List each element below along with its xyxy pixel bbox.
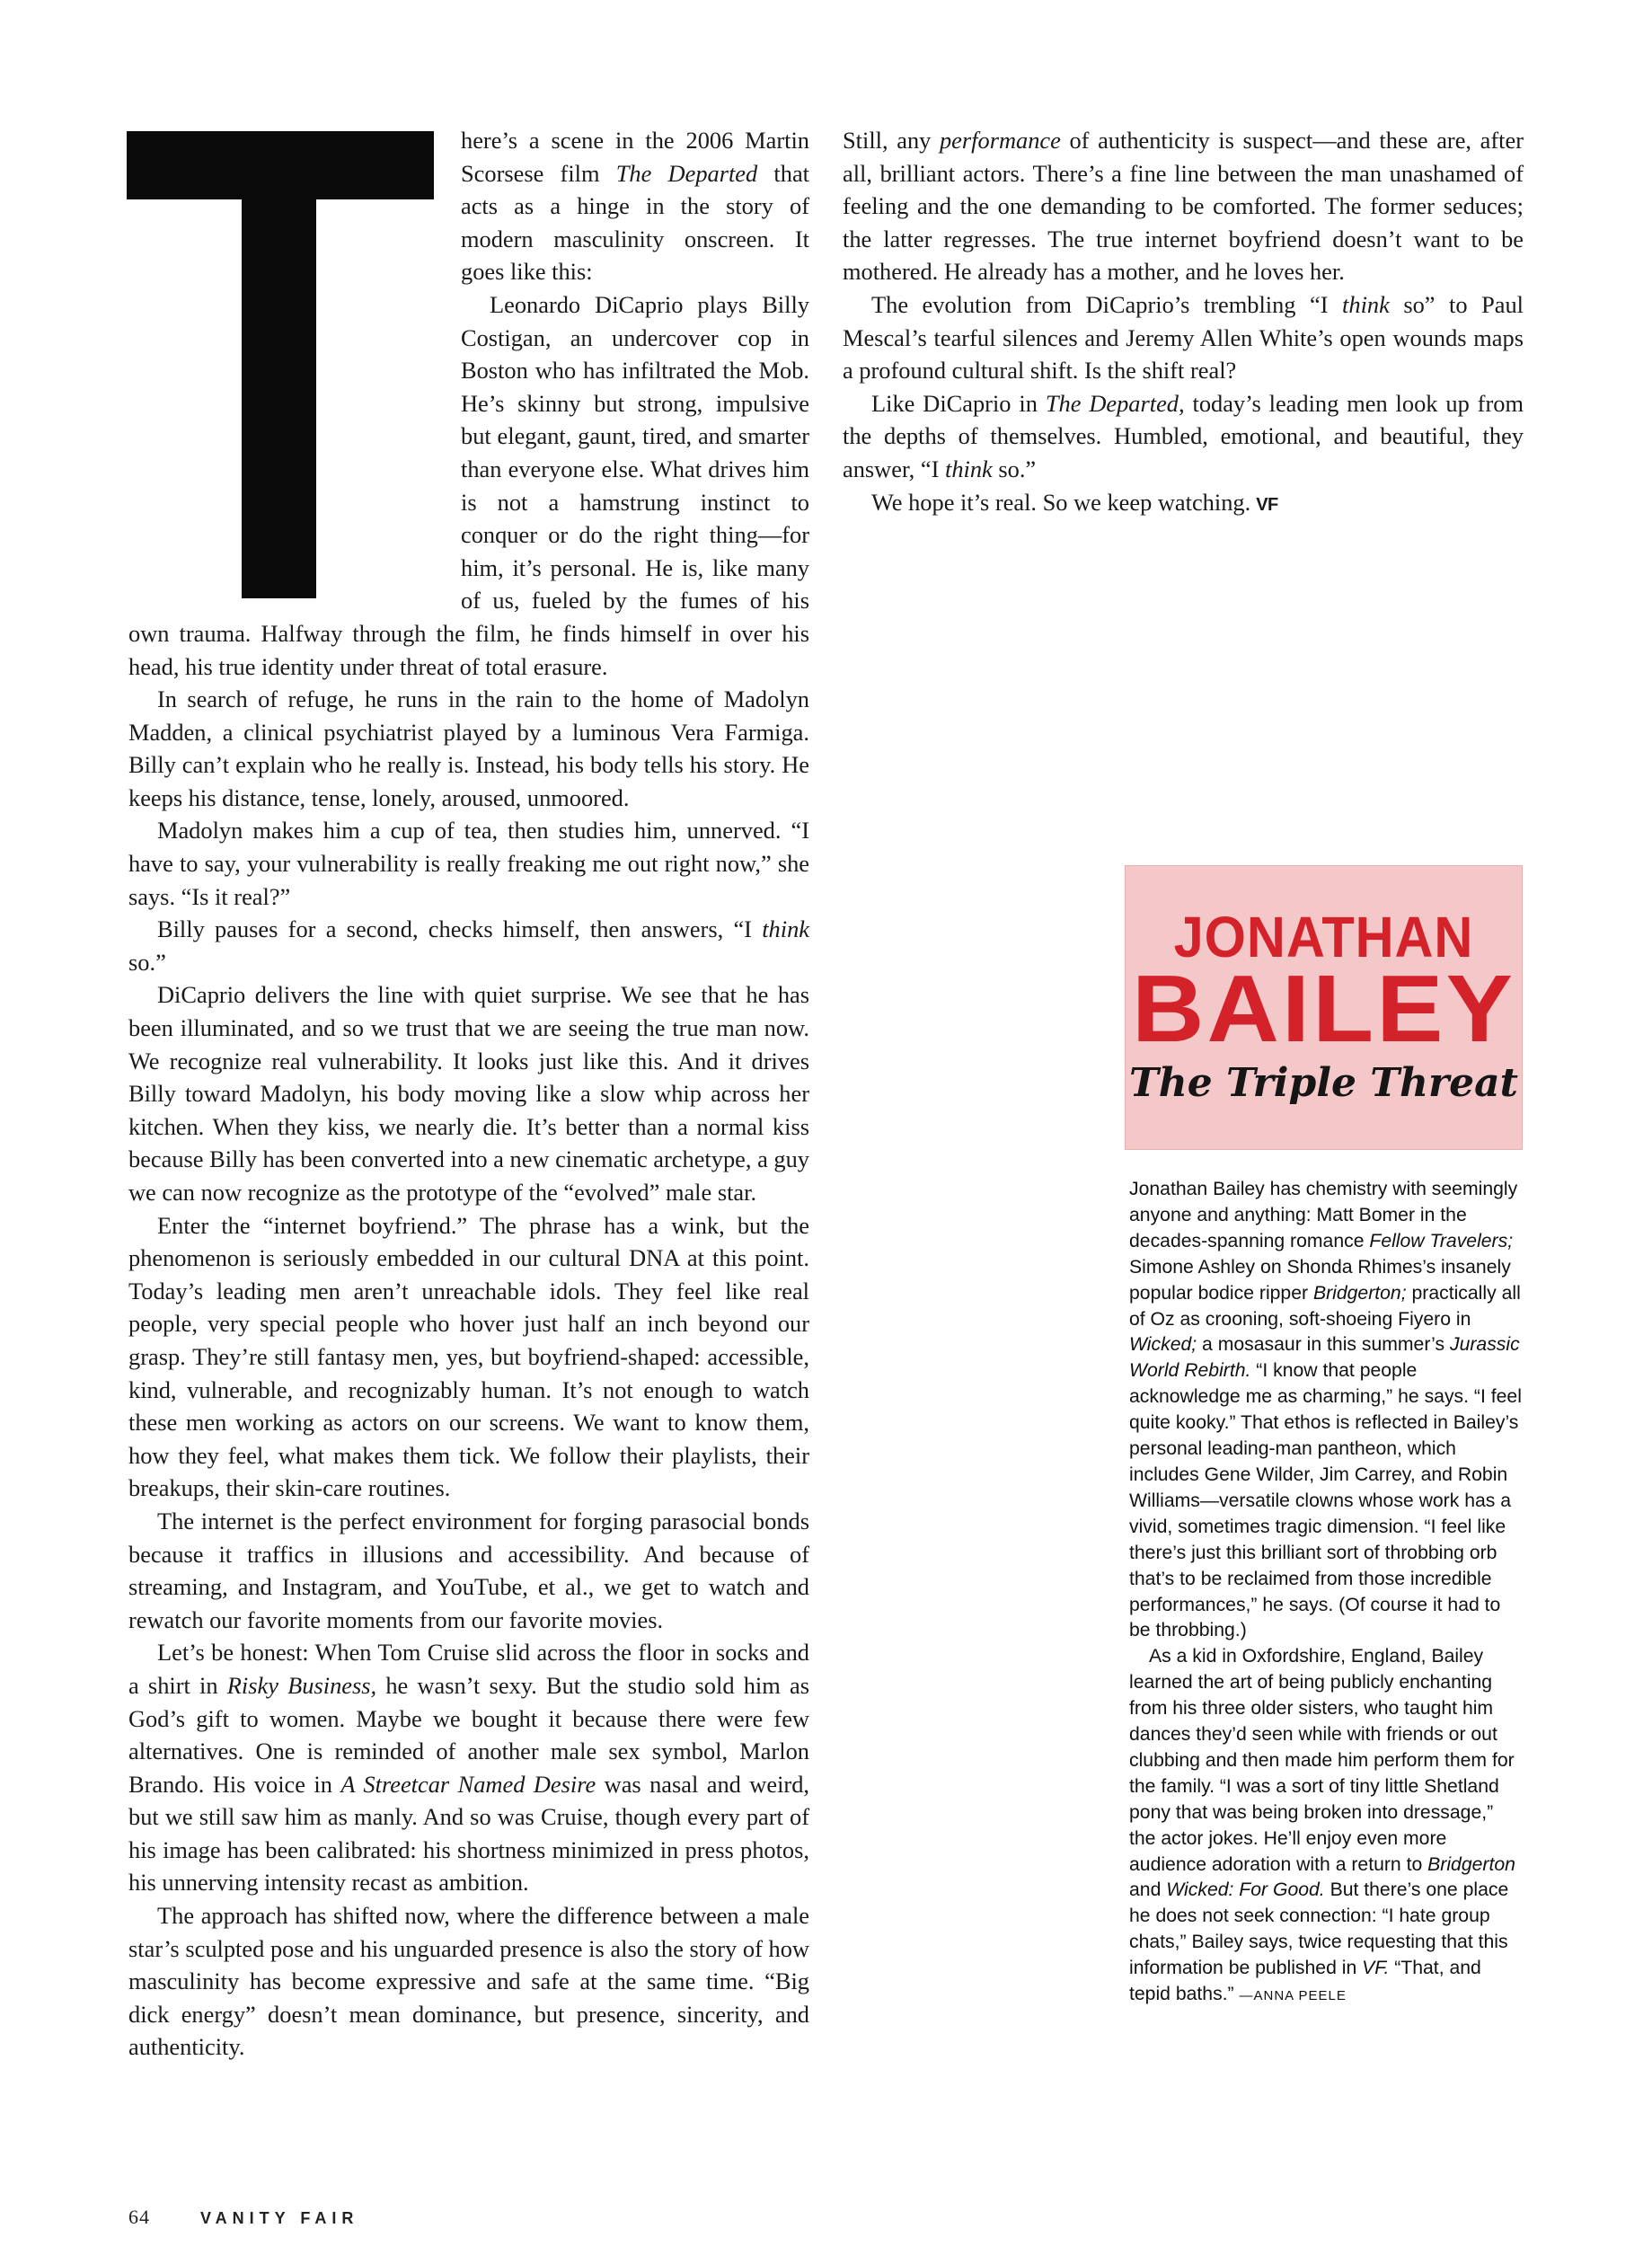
- article-paragraph: Let’s be honest: When Tom Cruise slid across the floor in socks and a shirt in Risky Business, he wasn’t sexy. But the studio sold him as God’s gift to women. Maybe we bought it because there were few alternatives. One is reminded of another male sex symbol, Marlon Brando. His voice in A Streetcar Named Desire was nasal and weird, but we still saw him as manly. And so was Cruise, though every part of his image has been calibrated: his shortness minimized in press photos, his unnerving intensity recast as ambition.: [128, 1639, 809, 1897]
- drop-cap: [127, 124, 461, 607]
- article-paragraph: DiCaprio delivers the line with quiet surprise. We see that he has been illuminated, and so we trust that we are seeing the true man now. We recognize real vulnerability. It looks just like this. And it drives Billy toward Madolyn, his body moving like a slow whip across her kitchen. When they kiss, we nearly die. It’s better than a normal kiss because Billy has been converted into a new cinematic archetype, a guy we can now recognize as the prototype of the “evolved” male star.: [128, 981, 809, 1206]
- article-paragraph: Billy pauses for a second, checks himself, then answers, “I think so.”: [128, 915, 809, 976]
- article-paragraph: Still, any performance of authenticity is suspect—and these are, after all, brilliant actors. There’s a fine line between the man unashamed of feeling and the one demanding to be comforted. The former seduces; the latter regresses. The true internet boyfriend doesn’t want to be mothered. He already has a mother, and he loves her.: [843, 127, 1524, 286]
- sidebar-caption: [1129, 1177, 1524, 2010]
- article-paragraph: here’s a scene in the 2006 Martin Scorsese film The Departed that acts as a hinge in the story of modern masculinity onscreen. It goes like this:: [461, 127, 809, 286]
- article-paragraph: Like DiCaprio in The Departed, today’s leading men look up from the depths of themselves. Humbled, emotional, and beautiful, they answer, “I think so.”: [843, 389, 1524, 482]
- article-left-column: [128, 124, 809, 2064]
- drop-cap-stem: [242, 131, 316, 598]
- poster-surname: BAILEY: [1131, 956, 1516, 1062]
- article-right-column: [843, 124, 1524, 521]
- article-paragraph: The internet is the perfect environment for forging parasocial bonds because it traffics in illusions and accessibility. And because of streaming, and Instagram, and YouTube, et al., we get to watch and rewatch our favorite moments from our favorite movies.: [128, 1507, 809, 1633]
- byline: —ANNA PEELE: [1239, 1988, 1347, 2004]
- article-paragraph: We hope it’s real. So we keep watching. VF: [871, 488, 1278, 516]
- page-number: 64: [128, 2206, 150, 2228]
- article-paragraph: Enter the “internet boyfriend.” The phrase has a wink, but the phenomenon is seriously embedded in our cultural DNA at this point. Today’s leading men aren’t unreachable idols. They feel like real people, very special people who hover just half an inch beyond our grasp. They’re still fantasy men, yes, but boyfriend-shaped: accessible, kind, vulnerable, and recognizably human. It’s not enough to watch these men working as actors on our screens. We want to know them, how they feel, what makes them tick. We follow their playlists, their breakups, their skin-care routines.: [128, 1211, 809, 1502]
- article-paragraph: The approach has shifted now, where the difference between a male star’s sculpted pose and his unguarded presence is also the story of how masculinity has become expressive and safe at the same time. “Big dick energy” doesn’t mean dominance, but presence, sincerity, and authenticity.: [128, 1902, 809, 2061]
- poster-tagline: The Triple Threat: [1128, 1060, 1519, 1106]
- sidebar-paragraph: Jonathan Bailey has chemistry with seemingly anyone and anything: Matt Bomer in the decades-spanning romance Fellow Travelers; Simone Ashley on Shonda Rhimes’s insanely popular bodice ripper Bridgerton; practically all of Oz as crooning, soft-shoeing Fiyero in Wicked; a mosasaur in this summer’s Jurassic World Rebirth. “I know that people acknowledge me as charming,” he says. “I feel quite kooky.” That ethos is reflected in Bailey’s personal leading-man pantheon, which includes Gene Wilder, Jim Carrey, and Robin Williams—versatile clowns whose work has a vivid, sometimes tragic dimension. “I feel like there’s just this brilliant sort of throbbing orb that’s to be reclaimed from those incredible performances,” he says. (Of course it had to be throbbing.): [1129, 1179, 1522, 1641]
- sidebar-paragraph: As a kid in Oxfordshire, England, Bailey learned the art of being publicly enchanting from his three older sisters, who taught him dances they’d seen while with friends or out clubbing and then made him perform them for the family. “I was a sort of tiny little Shetland pony that was being broken into dressage,” the actor jokes. He’ll enjoy even more audience adoration with a return to Bridgerton and Wicked: For Good. But there’s one place he does not seek connection: “I hate group chats,” Bailey says, twice requesting that this information be published in VF. “That, and tepid baths.” —ANNA PEELE: [1129, 1646, 1515, 2005]
- magazine-name: VANITY FAIR: [200, 2209, 359, 2227]
- article-paragraph: The evolution from DiCaprio’s trembling “I think so” to Paul Mescal’s tearful silences and Jeremy Allen White’s open wounds maps a profound cultural shift. Is the shift real?: [843, 290, 1524, 385]
- poster-image: [1125, 865, 1523, 1150]
- article-paragraph: Madolyn makes him a cup of tea, then studies him, unnerved. “I have to say, your vulnerability is really freaking me out right now,” she says. “Is it real?”: [128, 817, 809, 910]
- article-paragraph: In search of refuge, he runs in the rain to the home of Madolyn Madden, a clinical psychiatrist played by a luminous Vera Farmiga. Billy can’t explain who he really is. Instead, his body tells his story. He keeps his distance, tense, lonely, aroused, unmoored.: [128, 685, 809, 811]
- article-paragraph: Leonardo DiCaprio plays Billy Costigan, an undercover cop in Boston who has infiltrated the Mob. He’s skinny but strong, impulsive but elegant, gaunt, tired, and smarter than everyone else. What drives him is not a hamstrung instinct to conquer or do the right thing—for him, it’s personal. He is, like many of us, fueled by the fumes of his own trauma. Halfway through the film, he finds himself in over his head, his true identity under threat of total erasure.: [128, 290, 809, 680]
- end-mark: VF: [1256, 494, 1278, 515]
- poster-name: JONATHAN: [1173, 905, 1474, 969]
- page-footer: [128, 2206, 358, 2229]
